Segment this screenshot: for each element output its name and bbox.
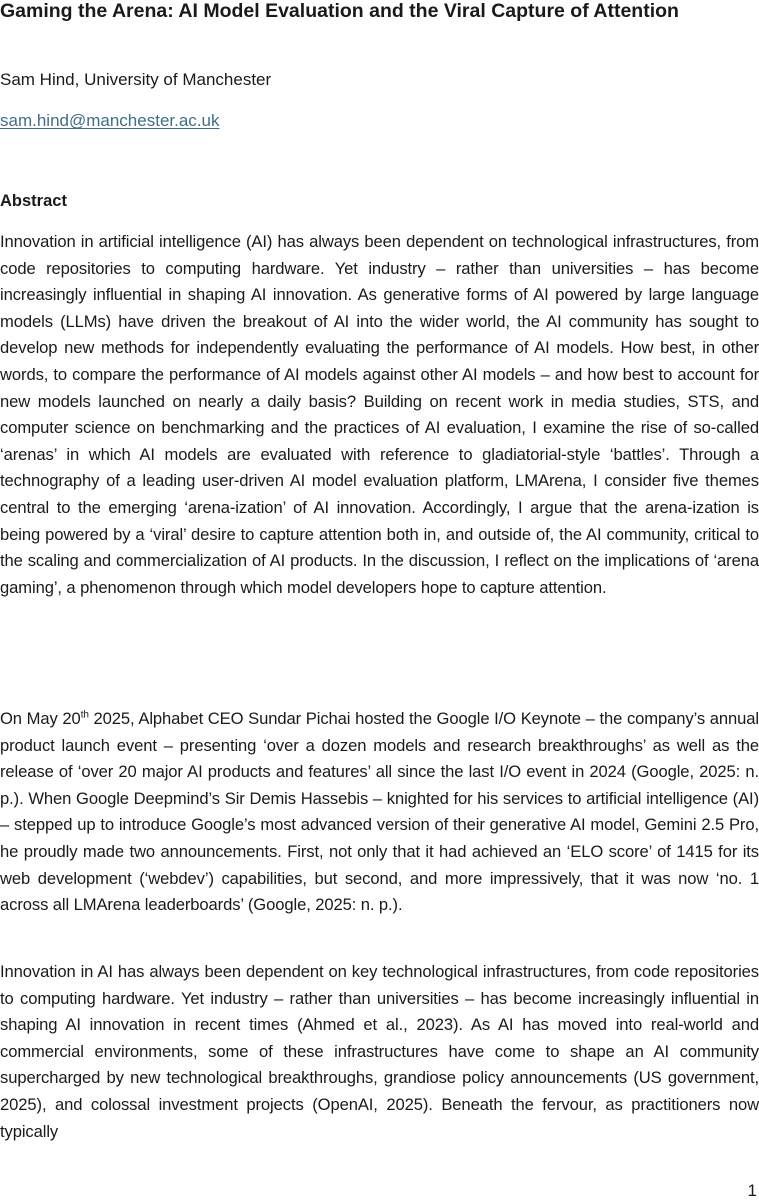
body-paragraph-1-start: On May 20: [0, 709, 81, 728]
body-paragraph-1-rest: 2025, Alphabet CEO Sundar Pichai hosted the Google I/O Keynote – the company’s annual product launch event – presenting ‘over a dozen models and research breakthroughs’ as well as the release of ‘over 20 major AI products and features’ all since the last I/O event in 2024 (Google, 2025: n. p.). When Google Deepmind’s Sir Demis Hassebis – knighted for his services to artificial intelligence (AI) – stepped up to introduce Google’s most advanced version of their generative AI model, Gemini 2.5 Pro, he proudly made two announcements. First, not only that it had achieved an ‘ELO score’ of 1415 for its web development (‘webdev’) capabilities, but second, and more impressively, that it was now ‘no. 1 across all LMArena leaderboards’ (Google, 2025: n. p.).: [0, 709, 759, 915]
paper-title: Gaming the Arena: AI Model Evaluation and the Viral Capture of Attention: [0, 0, 679, 22]
abstract-paragraph: Innovation in artificial intelligence (AI) has always been dependent on technological infrastructures, from code repositories to computing hardware. Yet industry – rather than universities – has become increasingly influential in shaping AI innovation. As generative forms of AI powered by large language models (LLMs) have driven the breakout of AI into the wider world, the AI community has sought to develop new methods for independently evaluating the performance of AI models. How best, in other words, to compare the performance of AI models against other AI models – and how best to account for new models launched on nearly a daily basis? Building on recent work in media studies, STS, and computer science on benchmarking and the practices of AI evaluation, I examine the rise of so-called ‘arenas’ in which AI models are evaluated with reference to gladiatorial-style ‘battles’. Through a technography of a leading user-driven AI model evaluation platform, LMArena, I consider five themes central to the emerging ‘arena-ization’ of AI innovation. Accordingly, I argue that the arena-ization is being powered by a ‘viral’ desire to capture attention both in, and outside of, the AI community, critical to the scaling and commercialization of AI products. In the discussion, I reflect on the implications of ‘arena gaming’, a phenomenon through which model developers hope to capture attention.: [0, 232, 759, 597]
author-affiliation: Sam Hind, University of Manchester: [0, 70, 272, 89]
body-paragraph-1: [0, 706, 759, 919]
body-paragraph-2: Innovation in AI has always been dependent on key technological infrastructures, from code repositories to computing hardware. Yet industry – rather than universities – has become increasingly influential in shaping AI innovation in recent times (Ahmed et al., 2023). As AI has moved into real-world and commercial environments, some of these infrastructures have come to shape an AI community supercharged by new technological breakthroughs, grandiose policy announcements (US government, 2025), and colossal investment projects (OpenAI, 2025). Beneath the fervour, as practitioners now typically: [0, 962, 759, 1141]
author-email-link[interactable]: sam.hind@manchester.ac.uk: [0, 111, 220, 130]
ordinal-superscript: th: [80, 709, 89, 721]
abstract-heading: Abstract: [0, 192, 67, 210]
page-number: 1: [747, 1181, 757, 1200]
